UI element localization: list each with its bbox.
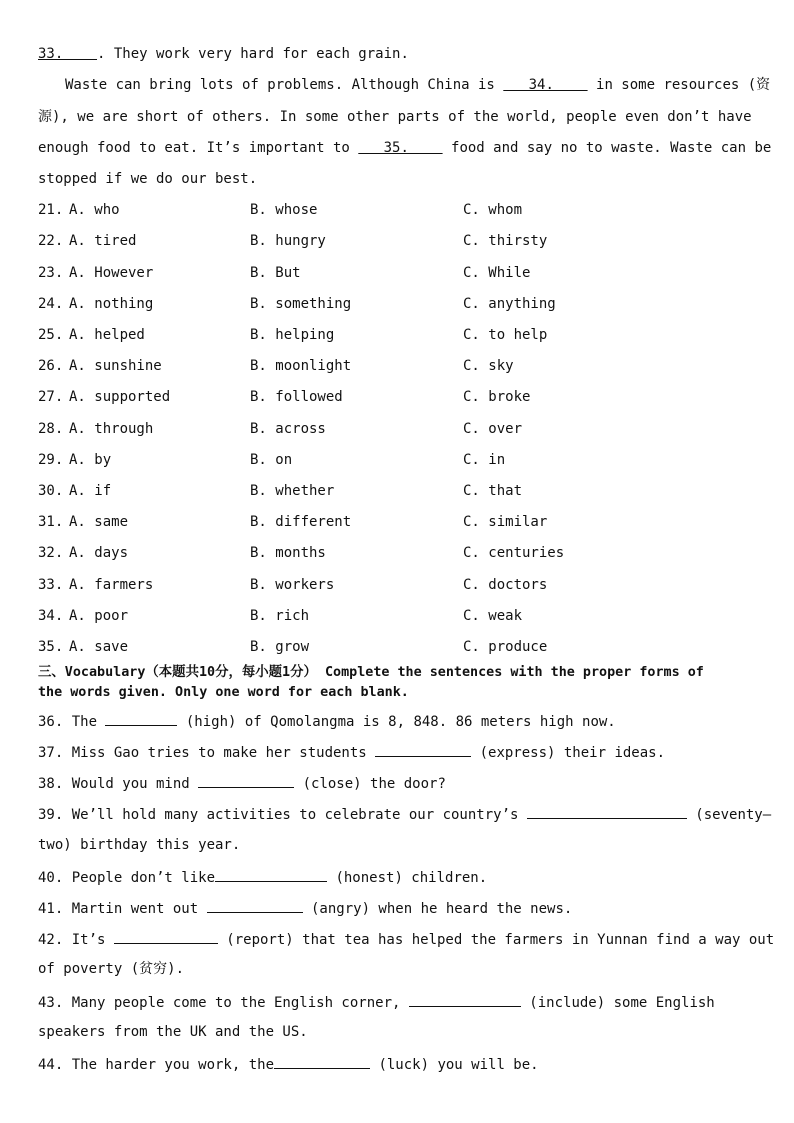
option-a: A. poor	[69, 608, 129, 624]
option-a: A. supported	[69, 389, 171, 405]
question-40	[38, 867, 487, 887]
option-b: B. hungry	[250, 233, 326, 249]
option-row	[38, 482, 758, 500]
option-a: A. tired	[69, 233, 137, 249]
question-text: 38. Would you mind	[38, 776, 199, 792]
option-c: C. similar	[463, 514, 548, 530]
option-b: B. across	[250, 421, 326, 437]
question-number: 26.	[38, 358, 64, 374]
option-c: C. doctors	[463, 577, 548, 593]
option-row	[38, 451, 758, 469]
passage-text: food and say no to waste. Waste can be	[442, 140, 772, 156]
question-41	[38, 898, 572, 918]
answer-blank[interactable]	[527, 804, 687, 819]
question-text: 36. The	[38, 714, 106, 730]
option-row	[38, 357, 758, 375]
option-c: C. broke	[463, 389, 531, 405]
answer-blank[interactable]	[105, 711, 177, 726]
option-c: C. over	[463, 421, 523, 437]
question-text: 39. We’ll hold many activities to celebrate our country’s	[38, 807, 527, 823]
option-c: C. anything	[463, 296, 556, 312]
answer-blank[interactable]	[198, 773, 294, 788]
passage-text: Waste can bring lots of problems. Although China is	[65, 77, 504, 93]
option-c: C. weak	[463, 608, 523, 624]
question-text: 41. Martin went out	[38, 901, 207, 917]
passage-text: . They work very hard for each grain.	[97, 46, 409, 62]
question-number: 29.	[38, 452, 64, 468]
blank-35: 35.	[358, 140, 443, 156]
option-c: C. in	[463, 452, 506, 468]
option-a: A. However	[69, 265, 154, 281]
question-number: 34.	[38, 608, 64, 624]
option-b: B. something	[250, 296, 352, 312]
question-42	[38, 929, 774, 949]
question-number: 35.	[38, 639, 64, 655]
question-number: 28.	[38, 421, 64, 437]
question-text: (luck) you will be.	[370, 1057, 539, 1073]
question-text: (honest) children.	[327, 870, 488, 886]
option-row	[38, 388, 758, 406]
question-39-cont: two) birthday this year.	[38, 837, 241, 853]
option-row	[38, 264, 758, 282]
question-43-cont: speakers from the UK and the US.	[38, 1024, 308, 1040]
option-c: C. produce	[463, 639, 548, 655]
answer-blank[interactable]	[114, 929, 218, 944]
question-text: 42. It’s	[38, 932, 114, 948]
option-row	[38, 513, 758, 531]
option-row	[38, 544, 758, 562]
option-b: B. different	[250, 514, 352, 530]
option-row	[38, 607, 758, 625]
option-b: B. followed	[250, 389, 343, 405]
heading-line: the words given. Only one word for each blank.	[38, 685, 409, 700]
vocab-section-heading	[38, 663, 760, 703]
question-number: 33.	[38, 577, 64, 593]
question-number: 31.	[38, 514, 64, 530]
option-b: B. helping	[250, 327, 335, 343]
question-37	[38, 742, 665, 762]
option-a: A. save	[69, 639, 129, 655]
option-c: C. While	[463, 265, 531, 281]
question-text: (report) that tea has helped the farmers in Yunnan find a way out	[217, 932, 775, 948]
option-row	[38, 232, 758, 250]
option-b: B. whose	[250, 202, 318, 218]
question-number: 23.	[38, 265, 64, 281]
question-text: 40. People don’t like	[38, 870, 216, 886]
option-c: C. to help	[463, 327, 548, 343]
answer-blank[interactable]	[409, 992, 521, 1007]
question-number: 22.	[38, 233, 64, 249]
option-c: C. thirsty	[463, 233, 548, 249]
passage-line-1	[38, 45, 409, 63]
option-a: A. same	[69, 514, 129, 530]
answer-blank[interactable]	[375, 742, 471, 757]
answer-blank[interactable]	[215, 867, 327, 882]
answer-blank[interactable]	[207, 898, 303, 913]
option-b: B. on	[250, 452, 293, 468]
option-row	[38, 326, 758, 344]
question-number: 25.	[38, 327, 64, 343]
question-number: 21.	[38, 202, 64, 218]
question-38	[38, 773, 446, 793]
option-a: A. if	[69, 483, 112, 499]
question-42-cont: of poverty (贫穷).	[38, 961, 185, 977]
option-a: A. sunshine	[69, 358, 162, 374]
question-39	[38, 804, 771, 824]
question-text: 43. Many people come to the English corner,	[38, 995, 409, 1011]
passage-text: enough food to eat. It’s important to	[38, 140, 359, 156]
option-a: A. farmers	[69, 577, 154, 593]
question-text: 44. The harder you work, the	[38, 1057, 275, 1073]
option-b: B. rich	[250, 608, 310, 624]
option-a: A. helped	[69, 327, 145, 343]
blank-34: 34.	[503, 77, 588, 93]
option-row	[38, 638, 758, 656]
option-b: B. months	[250, 545, 326, 561]
option-row	[38, 295, 758, 313]
option-b: B. But	[250, 265, 301, 281]
option-c: C. whom	[463, 202, 523, 218]
option-a: A. days	[69, 545, 129, 561]
question-43	[38, 992, 715, 1012]
option-c: C. sky	[463, 358, 514, 374]
option-b: B. whether	[250, 483, 335, 499]
question-36	[38, 711, 616, 731]
question-text: (angry) when he heard the news.	[302, 901, 573, 917]
question-44	[38, 1054, 539, 1074]
question-number: 30.	[38, 483, 64, 499]
passage-line-2	[65, 76, 770, 94]
option-a: A. by	[69, 452, 112, 468]
passage-line-5: stopped if we do our best.	[38, 171, 258, 187]
question-text: (express) their ideas.	[471, 745, 666, 761]
option-row	[38, 576, 758, 594]
question-text: 37. Miss Gao tries to make her students	[38, 745, 376, 761]
passage-text: in some resources (资	[587, 77, 771, 93]
option-row	[38, 420, 758, 438]
option-a: A. through	[69, 421, 154, 437]
option-b: B. workers	[250, 577, 335, 593]
question-text: (close) the door?	[294, 776, 446, 792]
option-a: A. who	[69, 202, 120, 218]
option-row	[38, 201, 758, 219]
question-text: (seventy—	[686, 807, 772, 823]
option-a: A. nothing	[69, 296, 154, 312]
option-b: B. moonlight	[250, 358, 352, 374]
heading-line: 三、Vocabulary（本题共10分，每小题1分） Complete the sentences with the proper forms of	[38, 665, 704, 680]
question-text: (include) some English	[520, 995, 715, 1011]
blank-33: 33.	[38, 46, 98, 62]
option-b: B. grow	[250, 639, 310, 655]
question-text: (high) of Qomolangma is 8, 848. 86 meters high now.	[177, 714, 616, 730]
question-number: 27.	[38, 389, 64, 405]
passage-line-4	[38, 139, 771, 157]
passage-line-3: 源), we are short of others. In some other parts of the world, people even don’t have	[38, 109, 752, 125]
option-c: C. centuries	[463, 545, 565, 561]
option-c: C. that	[463, 483, 523, 499]
question-number: 32.	[38, 545, 64, 561]
question-number: 24.	[38, 296, 64, 312]
answer-blank[interactable]	[274, 1054, 370, 1069]
